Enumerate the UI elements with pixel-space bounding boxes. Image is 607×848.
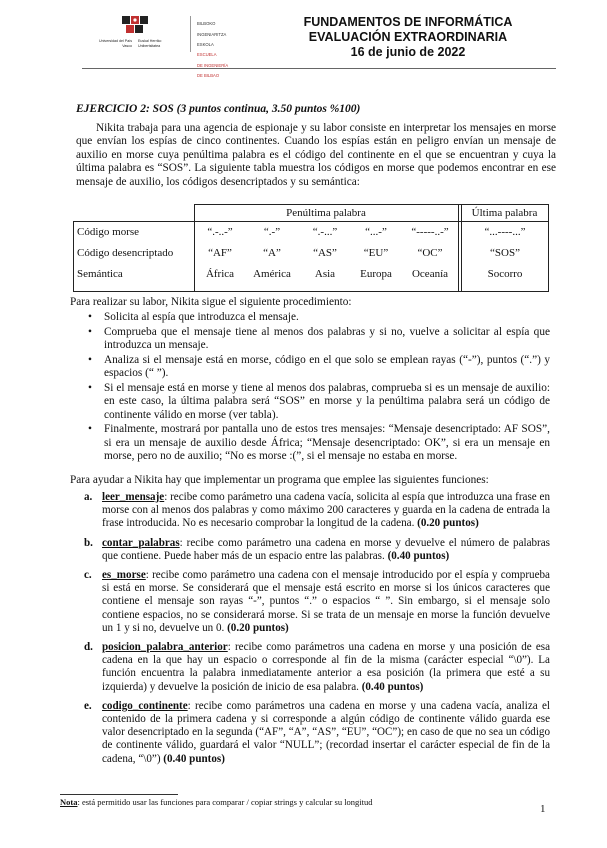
school-line: DE BILBAO xyxy=(197,73,220,79)
course-title: FUNDAMENTOS DE INFORMÁTICA xyxy=(303,15,513,29)
meaning-cell: Europa xyxy=(360,268,392,280)
school-name xyxy=(197,16,257,84)
function-item xyxy=(84,491,550,531)
university-name-eu: Euskal Herriko Unibertsitatea xyxy=(138,39,162,48)
footnote-rule xyxy=(60,794,178,795)
exercise-intro: Nikita trabaja para una agencia de espionaje y su labor consiste en interpretar los mensajes en morse que envían los espías de cinco continentes. Cuando los espías están en peligro envían un mensaje de auxilio en morse cuya penúltima palabra es el código del continente en el que se encuentran y cuya la última palabra es “SOS”. La siguiente tabla muestra los códigos en morse que podemos encontrar en ese mensaje de auxilio, los códigos desencriptados y su semántica: xyxy=(76,122,556,188)
item-letter: b. xyxy=(84,536,93,549)
exam-type: EVALUACIÓN EXTRAORDINARIA xyxy=(308,30,508,44)
table-line xyxy=(73,221,74,292)
row-label-meaning: Semántica xyxy=(77,268,123,280)
function-points: (0.20 puntos) xyxy=(227,621,289,634)
school-line: BILBOKO xyxy=(197,21,216,27)
item-letter: e. xyxy=(84,699,92,712)
morse-cell: “.-..-” xyxy=(207,226,233,238)
function-points: (0.40 puntos) xyxy=(163,752,225,765)
university-emblem-icon xyxy=(118,14,152,36)
exam-date: 16 de junio de 2022 xyxy=(350,45,466,59)
table-line xyxy=(73,291,549,292)
school-line: INGENIARITZA xyxy=(197,31,227,37)
code-cell: “A” xyxy=(263,247,281,259)
function-name: codigo_continente xyxy=(102,699,188,712)
page-number: 1 xyxy=(540,803,546,815)
morse-cell: “...----...” xyxy=(484,226,526,238)
meaning-cell: Asia xyxy=(314,268,336,280)
morse-cell: “-----..-” xyxy=(411,226,449,238)
functions-intro: Para ayudar a Nikita hay que implementar un programa que emplee las siguientes funciones: xyxy=(70,474,489,486)
function-desc: : recibe como parámetro una cadena con el mensaje introducido por el espía y comprueba si está en morse. Se considerará que el mensaje está escrito en morse si los únicos caracteres que contiene el mensaje son rayas “-”, puntos “.” o espacios “ ”. Sin embargo, si el mensaje solo contiene espacios, no se considerará morse. Si se trata de un mensaje en morse la función devuelve un 1 y si no, devuelve un 0. xyxy=(102,569,550,634)
morse-cell: “.-” xyxy=(263,226,281,238)
exercise-title: EJERCICIO 2: SOS (3 puntos continua, 3.50 puntos %100) xyxy=(76,103,361,115)
procedure-step: • Comprueba que el mensaje tiene al menos dos palabras y si no, vuelve a solicitar al espía que introduzca un mensaje. xyxy=(88,326,550,353)
school-line: ESCUELA xyxy=(197,52,217,58)
item-letter: c. xyxy=(84,569,92,582)
procedure-step: • Analiza si el mensaje está en morse, código en el que solo se emplean rayas (“-”), puntos (“.”) y espacios (“ ”). xyxy=(88,354,550,381)
function-name: contar_palabras xyxy=(102,536,180,549)
code-cell: “AS” xyxy=(313,247,337,259)
morse-table xyxy=(73,204,549,292)
function-item xyxy=(84,537,550,563)
procedure-intro: Para realizar su labor, Nikita sigue el siguiente procedimiento: xyxy=(70,296,352,308)
function-desc: : recibe como parámetros una cadena en morse y una cadena vacía, analiza el contenido de la primera cadena y si corresponde a algún código de continente válido guarda ese valor desencriptado en la segunda (“AF”, “A”, “AS”, “EU”, “OC”); en caso de que no sea un código de continente válido, guardará el valor “NULL”; (recordad insertar el carácter especial de fin de la cadena, “\0”) xyxy=(102,699,550,765)
function-item xyxy=(84,569,550,635)
function-item xyxy=(84,700,550,766)
procedure-list xyxy=(88,311,550,465)
university-logo xyxy=(92,14,184,54)
code-cell: “SOS” xyxy=(490,247,520,259)
header-divider xyxy=(190,16,191,52)
morse-cell: “...-” xyxy=(365,226,387,238)
table-line xyxy=(73,221,549,222)
function-points: (0.40 puntos) xyxy=(361,680,424,693)
footnote-text: : está permitido usar las funciones para comparar / copiar strings y calcular su longitud xyxy=(77,797,373,807)
table-header-ultima: Última palabra xyxy=(471,207,538,219)
item-letter: a. xyxy=(84,491,93,503)
code-cell: “AF” xyxy=(208,247,232,259)
code-cell: “EU” xyxy=(363,247,389,259)
exam-header-title xyxy=(283,15,533,60)
footnote-label: Nota xyxy=(60,797,78,807)
school-line: ESKOLA xyxy=(197,42,214,48)
function-name: es_morse xyxy=(102,569,146,582)
function-name: leer_mensaje xyxy=(102,491,165,503)
table-line xyxy=(194,204,549,205)
function-list xyxy=(84,491,550,772)
morse-cell: “.-...” xyxy=(312,226,338,238)
header-rule xyxy=(82,68,556,69)
function-desc: : recibe como parámetro una cadena vacía, solicita al espía que introduzca una frase en morse con al menos dos palabras y como máximo 200 caracteres y guarda en la cadena de entrada la frase introducida. No es necesario comprobar la longitud de la cadena. xyxy=(102,491,550,530)
function-item xyxy=(84,641,550,694)
procedure-step: • Si el mensaje está en morse y tiene al menos dos palabras, comprueba si es un mensaje de auxilio: en este caso, la última palabra será “SOS” en morse y la penúltima palabra será un código de continente válido en morse (ver tabla). xyxy=(88,382,550,422)
code-cell: “OC” xyxy=(417,247,443,259)
function-desc: : recibe como parámetros una cadena en morse y una posición de esa cadena en la que hay un espacio o corresponde al fin de la misma (carácter especial “\0”). La función encuentra la palabra inmediatamente anterior a esa posición (la primera que esté a su izquierda) y devuelve la posición de inicio de esa palabra. xyxy=(102,641,550,693)
meaning-cell: África xyxy=(205,268,235,280)
row-label-morse: Código morse xyxy=(77,226,140,238)
row-label-code: Código desencriptado xyxy=(77,247,174,259)
procedure-step: • Finalmente, mostrará por pantalla uno de estos tres mensajes: “Mensaje desencriptado: AF SOS”, si era un mensaje de auxilio desde África; “Mensaje desencriptado: OK”, si era un mensaje en morse, pero no de auxilio; “No es morse :(”, si el mensaje no estaba en morse. xyxy=(88,423,550,463)
function-desc: : recibe como parámetro una cadena en morse y devuelve el número de palabras que contiene. Puede haber más de un espacio entre las palabras. xyxy=(102,536,550,562)
meaning-cell: Oceanía xyxy=(411,268,449,280)
meaning-cell: Socorro xyxy=(487,268,523,280)
table-header-penultima: Penúltima palabra xyxy=(286,207,366,219)
function-points: (0.20 puntos) xyxy=(417,517,479,530)
school-line: DE INGENIERÍA xyxy=(197,62,229,68)
procedure-step: • Solicita al espía que introduzca el mensaje. xyxy=(88,311,550,324)
meaning-cell: América xyxy=(253,268,291,280)
function-name: posicion_palabra_anterior xyxy=(102,641,228,654)
item-letter: d. xyxy=(84,641,93,654)
table-line xyxy=(458,204,459,292)
function-points: (0.40 puntos) xyxy=(387,549,450,562)
table-line xyxy=(548,204,549,292)
footnote xyxy=(60,797,373,807)
university-name: Universidad del País Vasco xyxy=(99,39,132,48)
